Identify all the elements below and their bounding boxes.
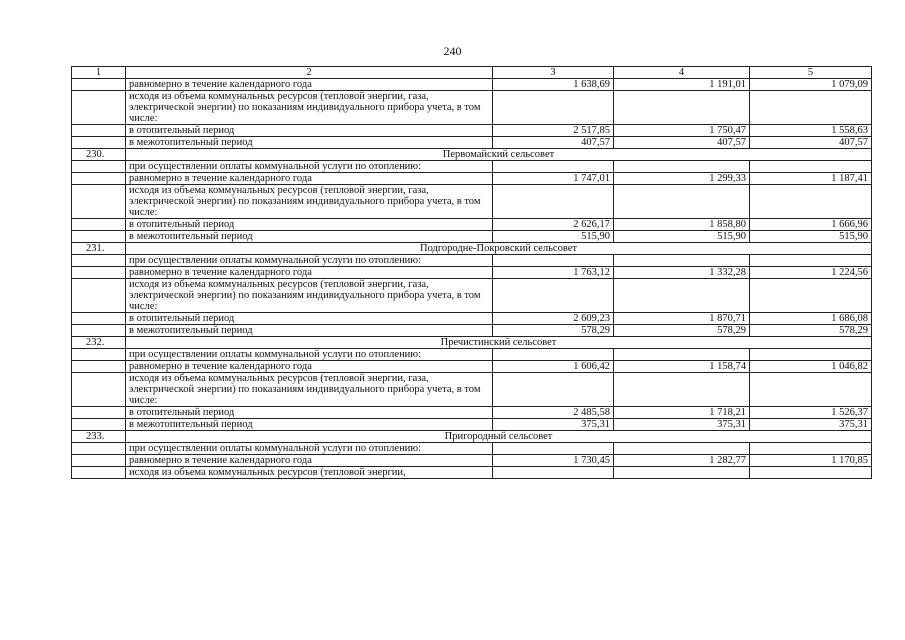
row-description: равномерно в течение календарного года [126, 361, 493, 373]
tariff-value-col-5 [750, 255, 872, 267]
tariff-value-col-3 [493, 91, 614, 125]
table-row [72, 91, 872, 125]
tariff-value-col-3: 375,31 [493, 419, 614, 431]
tariff-value-col-4: 1 718,21 [614, 407, 750, 419]
table-row [72, 161, 872, 173]
tariff-value-col-5 [750, 467, 872, 479]
section-title: Пречистинский сельсовет [126, 337, 872, 349]
row-number [72, 313, 126, 325]
table-row [72, 279, 872, 313]
tariff-value-col-4: 1 282,77 [614, 455, 750, 467]
row-description: в отопительный период [126, 407, 493, 419]
row-number [72, 161, 126, 173]
section-number: 231. [72, 243, 126, 255]
row-number [72, 407, 126, 419]
row-description: в межотопительный период [126, 325, 493, 337]
table-header-row [72, 67, 872, 79]
table-row [72, 267, 872, 279]
tariff-value-col-5 [750, 161, 872, 173]
row-description: исходя из объема коммунальных ресурсов (тепловой энергии, газа, электрической энергии) по показаниям индивидуального прибора учета, в том числе: [126, 185, 493, 219]
table-row [72, 173, 872, 185]
tariff-value-col-5 [750, 373, 872, 407]
row-number [72, 349, 126, 361]
tariff-value-col-3: 2 517,85 [493, 125, 614, 137]
tariff-value-col-3: 1 763,12 [493, 267, 614, 279]
tariff-value-col-4: 1 158,74 [614, 361, 750, 373]
row-description: равномерно в течение календарного года [126, 455, 493, 467]
tariff-value-col-4 [614, 185, 750, 219]
row-number [72, 455, 126, 467]
tariff-value-col-4: 515,90 [614, 231, 750, 243]
tariff-value-col-5: 1 046,82 [750, 361, 872, 373]
row-number [72, 91, 126, 125]
row-number [72, 361, 126, 373]
tariff-value-col-5: 1 170,85 [750, 455, 872, 467]
tariff-value-col-4 [614, 255, 750, 267]
row-number [72, 267, 126, 279]
row-description: при осуществлении оплаты коммунальной услуги по отоплению: [126, 443, 493, 455]
tariff-value-col-4 [614, 443, 750, 455]
tariff-value-col-4 [614, 373, 750, 407]
table-row [72, 361, 872, 373]
tariff-value-col-5 [750, 185, 872, 219]
tariff-value-col-5: 1 558,63 [750, 125, 872, 137]
tariff-value-col-5 [750, 91, 872, 125]
row-description: равномерно в течение календарного года [126, 79, 493, 91]
row-number [72, 173, 126, 185]
row-number [72, 325, 126, 337]
tariff-value-col-4 [614, 349, 750, 361]
row-description: в межотопительный период [126, 231, 493, 243]
row-number [72, 125, 126, 137]
tariff-value-col-3: 2 485,58 [493, 407, 614, 419]
tariff-value-col-3 [493, 349, 614, 361]
tariff-value-col-3: 1 747,01 [493, 173, 614, 185]
column-header: 1 [72, 67, 126, 79]
table-row [72, 255, 872, 267]
table-row [72, 313, 872, 325]
tariff-value-col-3: 1 730,45 [493, 455, 614, 467]
table-row [72, 455, 872, 467]
page-number: 240 [443, 44, 462, 58]
tariff-value-col-5: 1 079,09 [750, 79, 872, 91]
tariff-value-col-3 [493, 279, 614, 313]
section-title: Пригородный сельсовет [126, 431, 872, 443]
table-row [72, 407, 872, 419]
tariff-value-col-5: 1 224,56 [750, 267, 872, 279]
tariff-value-col-5: 515,90 [750, 231, 872, 243]
table-row [72, 419, 872, 431]
row-number [72, 279, 126, 313]
column-header: 4 [614, 67, 750, 79]
column-header: 5 [750, 67, 872, 79]
column-header: 3 [493, 67, 614, 79]
row-description: равномерно в течение календарного года [126, 267, 493, 279]
tariff-table [71, 66, 872, 479]
section-number: 233. [72, 431, 126, 443]
row-number [72, 185, 126, 219]
row-number [72, 443, 126, 455]
table-row [72, 231, 872, 243]
table-row [72, 373, 872, 407]
row-description: в межотопительный период [126, 137, 493, 149]
row-description: исходя из объема коммунальных ресурсов (тепловой энергии, газа, электрической энергии) по показаниям индивидуального прибора учета, в том числе: [126, 279, 493, 313]
section-title: Первомайский сельсовет [126, 149, 872, 161]
row-description: при осуществлении оплаты коммунальной услуги по отоплению: [126, 349, 493, 361]
tariff-value-col-5: 1 526,37 [750, 407, 872, 419]
section-row [72, 149, 872, 161]
tariff-value-col-3 [493, 161, 614, 173]
table-row [72, 137, 872, 149]
row-description: при осуществлении оплаты коммунальной услуги по отоплению: [126, 255, 493, 267]
tariff-value-col-5 [750, 443, 872, 455]
section-row [72, 337, 872, 349]
column-header: 2 [126, 67, 493, 79]
tariff-value-col-3: 1 606,42 [493, 361, 614, 373]
tariff-value-col-3: 515,90 [493, 231, 614, 243]
row-number [72, 255, 126, 267]
table-row [72, 79, 872, 91]
row-description: исходя из объема коммунальных ресурсов (тепловой энергии, газа, электрической энергии) по показаниям индивидуального прибора учета, в том числе: [126, 91, 493, 125]
tariff-value-col-3: 2 609,23 [493, 313, 614, 325]
row-number [72, 373, 126, 407]
row-description: исходя из объема коммунальных ресурсов (тепловой энергии, газа, электрической энергии) по показаниям индивидуального прибора учета, в том числе: [126, 373, 493, 407]
tariff-value-col-3: 1 638,69 [493, 79, 614, 91]
tariff-value-col-4: 1 750,47 [614, 125, 750, 137]
tariff-value-col-5 [750, 279, 872, 313]
table-row [72, 349, 872, 361]
tariff-value-col-3: 2 626,17 [493, 219, 614, 231]
row-number [72, 137, 126, 149]
row-description: исходя из объема коммунальных ресурсов (тепловой энергии, [126, 467, 493, 479]
row-description: при осуществлении оплаты коммунальной услуги по отоплению: [126, 161, 493, 173]
section-number: 232. [72, 337, 126, 349]
row-number [72, 219, 126, 231]
tariff-value-col-4 [614, 467, 750, 479]
row-description: в отопительный период [126, 219, 493, 231]
tariff-value-col-4: 578,29 [614, 325, 750, 337]
tariff-value-col-4: 1 191,01 [614, 79, 750, 91]
section-title: Подгородне-Покровский сельсовет [126, 243, 872, 255]
tariff-value-col-3 [493, 467, 614, 479]
row-description: в межотопительный период [126, 419, 493, 431]
tariff-value-col-3: 578,29 [493, 325, 614, 337]
tariff-value-col-3 [493, 185, 614, 219]
tariff-value-col-5: 1 686,08 [750, 313, 872, 325]
tariff-value-col-5: 1 666,96 [750, 219, 872, 231]
tariff-value-col-3 [493, 255, 614, 267]
tariff-value-col-5: 407,57 [750, 137, 872, 149]
table-row [72, 125, 872, 137]
tariff-value-col-5: 1 187,41 [750, 173, 872, 185]
section-row [72, 243, 872, 255]
table-row [72, 325, 872, 337]
tariff-value-col-4 [614, 279, 750, 313]
section-row [72, 431, 872, 443]
row-description: равномерно в течение календарного года [126, 173, 493, 185]
tariff-value-col-4: 1 332,28 [614, 267, 750, 279]
table-row [72, 443, 872, 455]
tariff-value-col-4: 1 870,71 [614, 313, 750, 325]
row-description: в отопительный период [126, 313, 493, 325]
tariff-value-col-4: 375,31 [614, 419, 750, 431]
tariff-value-col-4 [614, 161, 750, 173]
table-row [72, 219, 872, 231]
table-row [72, 185, 872, 219]
tariff-value-col-4 [614, 91, 750, 125]
tariff-value-col-5 [750, 349, 872, 361]
table-row [72, 467, 872, 479]
tariff-value-col-3: 407,57 [493, 137, 614, 149]
tariff-value-col-3 [493, 443, 614, 455]
row-number [72, 231, 126, 243]
tariff-value-col-5: 375,31 [750, 419, 872, 431]
row-number [72, 467, 126, 479]
tariff-value-col-4: 1 299,33 [614, 173, 750, 185]
tariff-value-col-4: 407,57 [614, 137, 750, 149]
row-number [72, 79, 126, 91]
row-description: в отопительный период [126, 125, 493, 137]
row-number [72, 419, 126, 431]
tariff-value-col-5: 578,29 [750, 325, 872, 337]
tariff-value-col-4: 1 858,80 [614, 219, 750, 231]
section-number: 230. [72, 149, 126, 161]
tariff-value-col-3 [493, 373, 614, 407]
table-body [72, 79, 872, 479]
